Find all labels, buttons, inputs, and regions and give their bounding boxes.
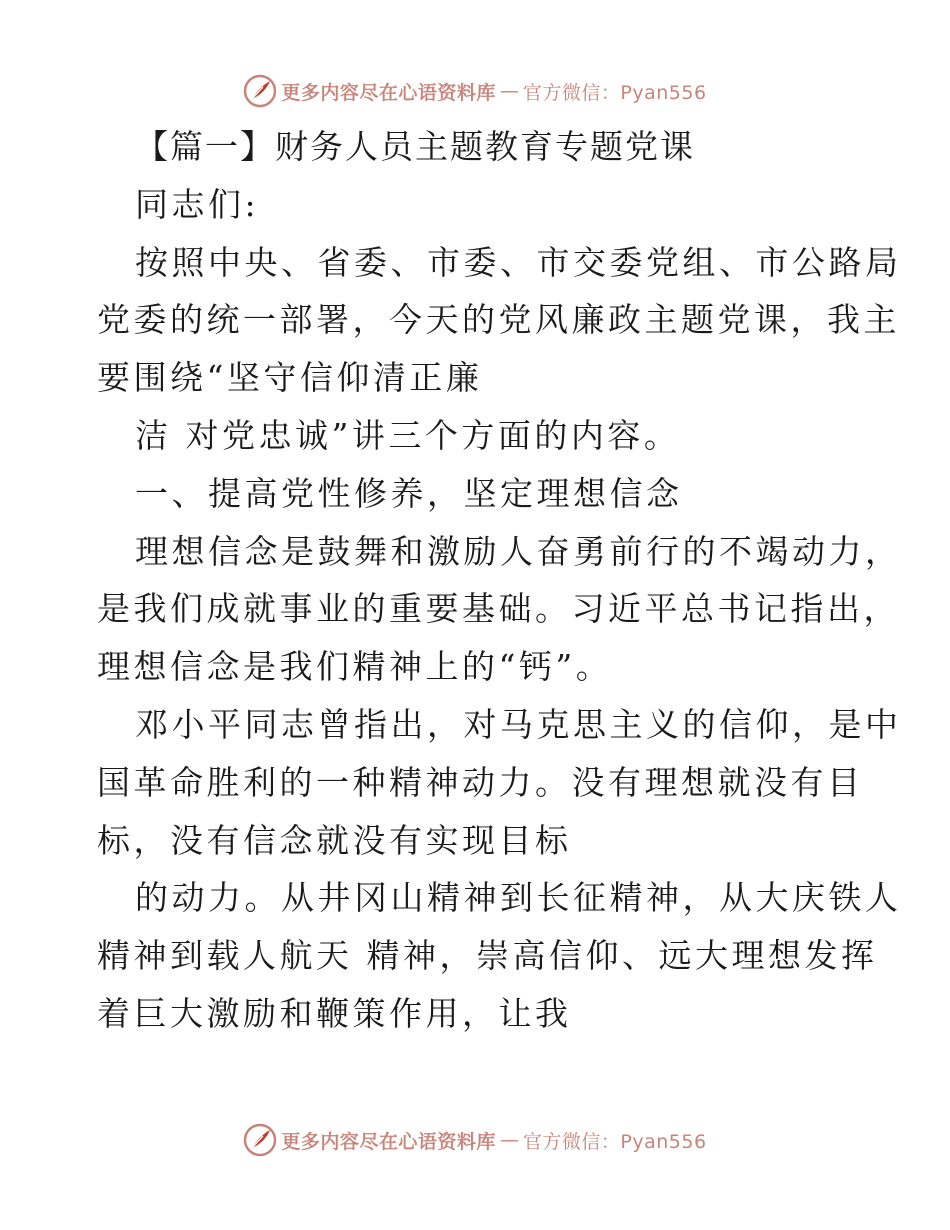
salutation: 同志们: (135, 184, 260, 224)
document-body (97, 118, 902, 1043)
document-title: 【篇一】财务人员主题教育专题党课 (135, 127, 695, 166)
watermark-official: 官方微信：Pyan556 (522, 81, 707, 104)
watermark-official: 官方微信：Pyan556 (522, 1130, 707, 1153)
paragraph-line: 精神到载人航天 精神，崇高信仰、远大理想发挥 (97, 936, 878, 976)
paragraph-line: 要围绕“坚守信仰清正廉 (97, 358, 483, 398)
paragraph-line: 着巨大激励和鞭策作用，让我 (97, 993, 572, 1033)
paragraph-line: 是我们成就事业的重要基础。习近平总书记指出， (97, 589, 900, 629)
quill-logo-icon (243, 74, 277, 108)
paragraph-line: 邓小平同志曾指出，对马克思主义的信仰，是中 (135, 704, 902, 744)
watermark-brand: 更多内容尽在心语资料库 (281, 1130, 496, 1153)
watermark-brand: 更多内容尽在心语资料库 (281, 81, 496, 104)
paragraph-line: 理想信念是鼓舞和激励人奋勇前行的不竭动力， (135, 531, 902, 571)
watermark-separator: — (499, 80, 519, 102)
footer-watermark (0, 1120, 950, 1160)
paragraph-line: 洁 对党忠诚”讲三个方面的内容。 (135, 415, 681, 455)
paragraph-line: 按照中央、省委、市委、市交委党组、市公路局 (135, 242, 902, 282)
quill-logo-icon (243, 1123, 277, 1157)
header-watermark (0, 71, 950, 111)
watermark-separator: — (499, 1129, 519, 1151)
paragraph-line: 标，没有信念就没有实现目标 (97, 820, 572, 860)
section-heading: 一、提高党性修养，坚定理想信念 (135, 473, 683, 513)
paragraph-line: 理想信念是我们精神上的“钙”。 (97, 647, 613, 687)
paragraph-line: 的动力。从井冈山精神到长征精神，从大庆铁人 (135, 878, 902, 918)
paragraph-line: 国革命胜利的一种精神动力。没有理想就没有目 (97, 762, 864, 802)
paragraph-line: 党委的统一部署，今天的党风廉政主题党课，我主 (97, 300, 900, 340)
